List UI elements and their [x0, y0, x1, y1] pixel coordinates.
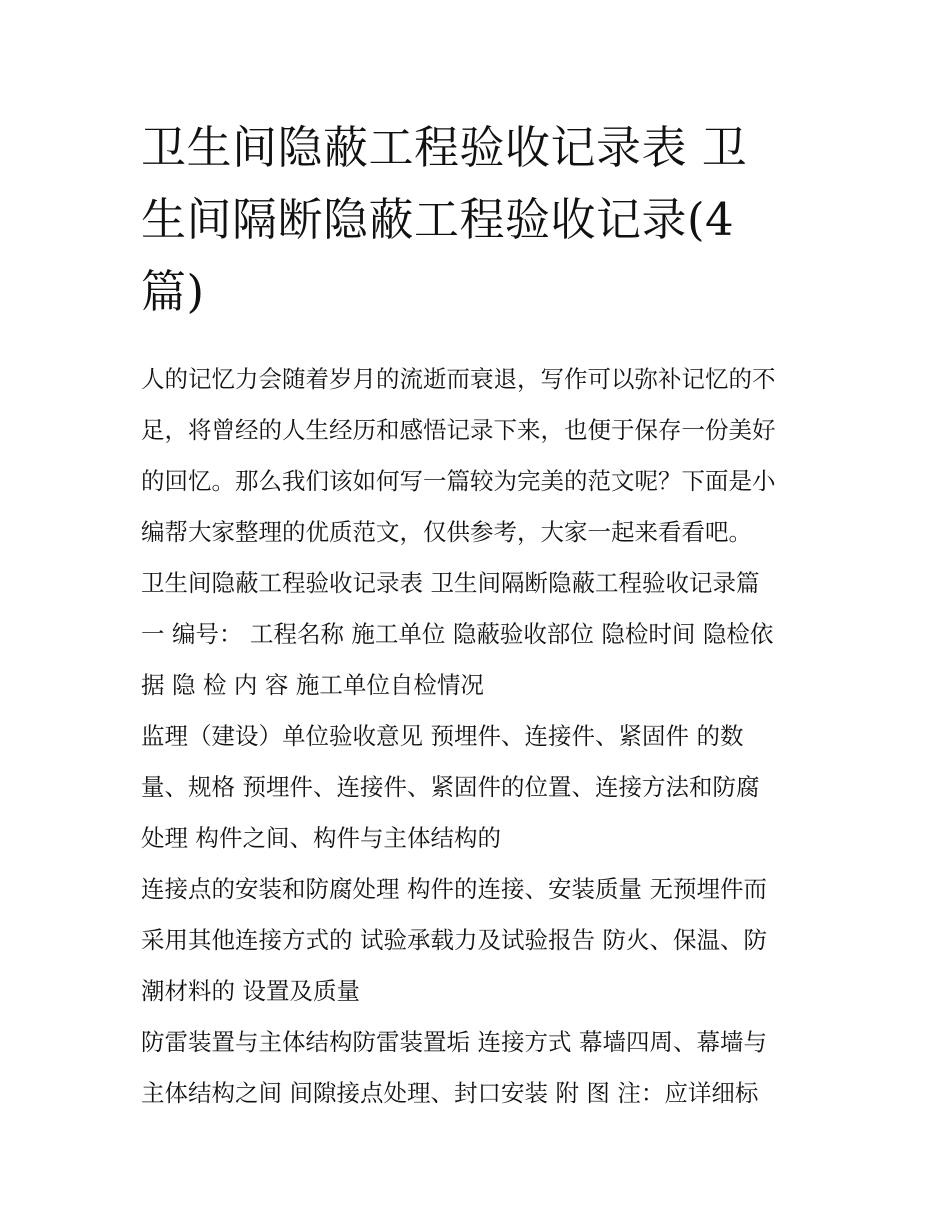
body-line: 的回忆。那么我们该如何写一篇较为完美的范文呢？下面是小	[141, 467, 776, 495]
body-line: 防雷装置与主体结构防雷装置垢 连接方式 幕墙四周、幕墙与	[141, 1028, 767, 1056]
body-line: 人的记忆力会随着岁月的流逝而衰退，写作可以弥补记忆的不	[141, 365, 776, 393]
body-line: 据 隐 检 内 容 施工单位自检情况	[141, 671, 484, 699]
body-line: 一 编号： 工程名称 施工单位 隐蔽验收部位 隐检时间 隐检依	[141, 620, 774, 648]
body-line: 处理 构件之间、构件与主体结构的	[141, 824, 501, 852]
document-title	[141, 112, 821, 328]
body-line: 卫生间隐蔽工程验收记录表 卫生间隔断隐蔽工程验收记录篇	[141, 569, 760, 597]
body-line: 主体结构之间 间隙接点处理、封口安装 附 图 注：应详细标	[141, 1079, 759, 1107]
title-line: 生间隔断隐蔽工程验收记录(4	[141, 193, 735, 246]
title-line: 篇)	[141, 265, 205, 318]
body-line: 量、规格 预埋件、连接件、紧固件的位置、连接方法和防腐	[141, 773, 760, 801]
body-line: 足，将曾经的人生经历和感悟记录下来，也便于保存一份美好	[141, 416, 776, 444]
body-line: 潮材料的 设置及质量	[141, 977, 360, 1005]
body-line: 监理（建设）单位验收意见 预埋件、连接件、紧固件 的数	[141, 722, 744, 750]
body-line: 连接点的安装和防腐处理 构件的连接、安装质量 无预埋件而	[141, 875, 767, 903]
title-line: 卫生间隐蔽工程验收记录表 卫	[141, 121, 748, 174]
body-line: 采用其他连接方式的 试验承载力及试验报告 防火、保温、防	[141, 926, 767, 954]
document-body	[141, 354, 831, 1119]
body-line: 编帮大家整理的优质范文，仅供参考，大家一起来看看吧。	[141, 518, 752, 546]
